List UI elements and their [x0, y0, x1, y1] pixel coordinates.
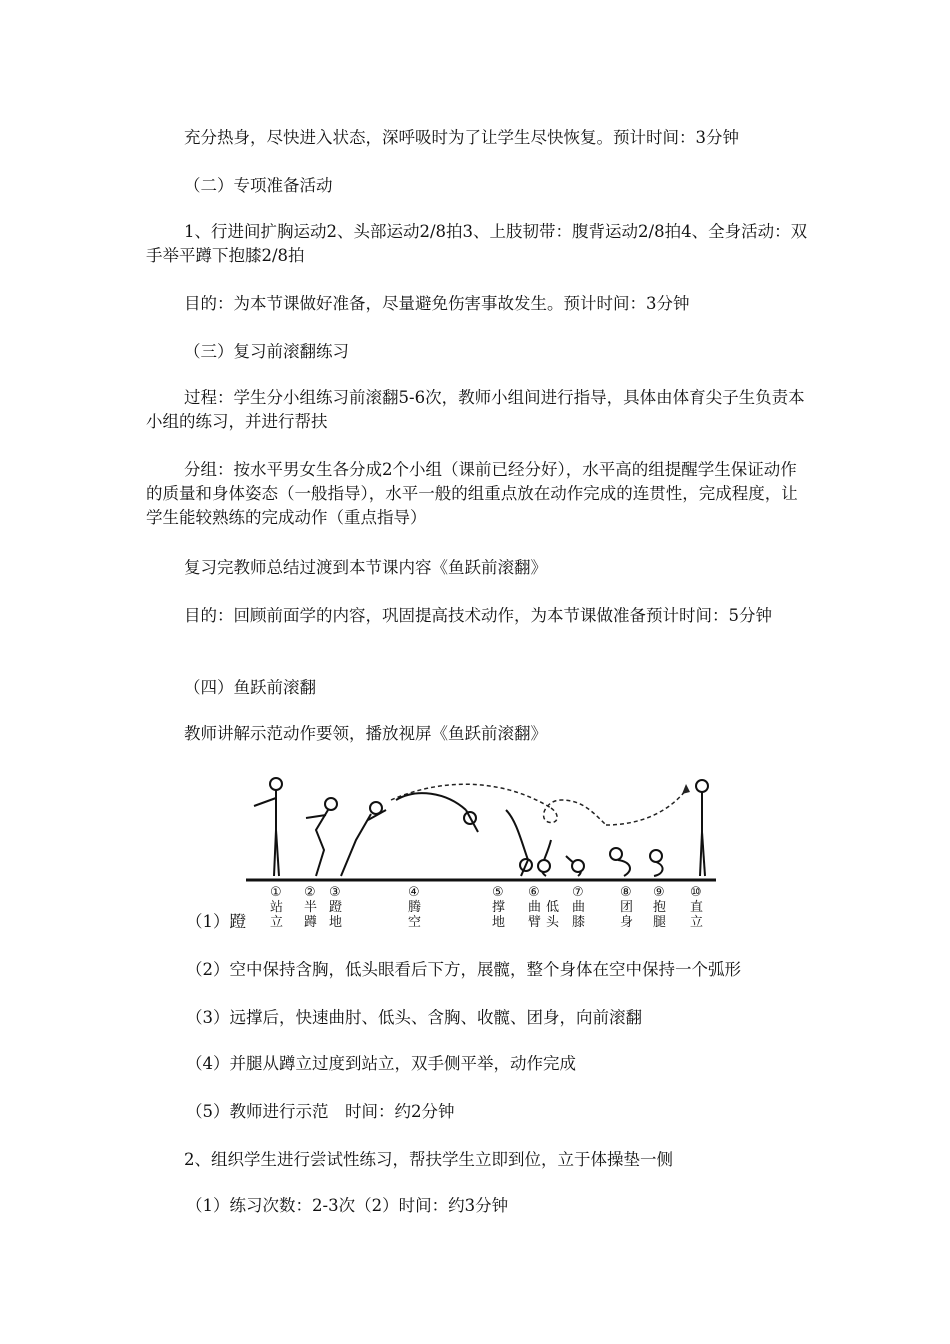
step-label-8b: 身: [620, 915, 634, 930]
step-num-2: ②: [304, 885, 316, 900]
step-label-7b: 膝: [572, 915, 586, 930]
figure-half-squat: [306, 798, 337, 876]
heading-dive-roll: （四）鱼跃前滚翻: [184, 678, 316, 697]
step-label-9b: 腿: [653, 915, 667, 930]
step-num-4: ④: [408, 885, 420, 900]
trajectory-arrow: [682, 784, 690, 794]
trajectory-arc: [391, 784, 551, 808]
paragraph-prep-activities: 1、行进间扩胸运动2、头部运动2/8拍3、上肢韧带：腹背运动2/8拍4、全身活动：双手举平蹲下抱膝2/8拍: [146, 222, 808, 265]
point-4: （4）并腿从蹲立过度到站立，双手侧平举，动作完成: [186, 1054, 576, 1073]
step-label-10a: 直: [690, 900, 704, 915]
step-label-6b: 臂: [528, 915, 542, 930]
figure-group: [610, 848, 663, 876]
figure-standing: [254, 778, 282, 876]
step-labels: [270, 885, 703, 930]
step-label-1b: 立: [270, 915, 284, 930]
step-label-2a: 半: [304, 900, 318, 915]
point-3: （3）远撑后，快速曲肘、低头、含胸、收髋、团身，向前滚翻: [186, 1008, 642, 1027]
point-5: （5）教师进行示范 时间：约2分钟: [186, 1102, 455, 1121]
step-label-6c: 低: [546, 900, 560, 915]
step-label-4b: 空: [408, 915, 422, 930]
paragraph-warmup-purpose: 充分热身，尽快进入状态，深呼吸时为了让学生尽快恢复。预计时间：3分钟: [184, 128, 739, 147]
trajectory-rise: [606, 790, 686, 825]
figure-tuck-roll: [538, 840, 584, 876]
figure-push-off: [341, 802, 386, 876]
paragraph-review-purpose: 目的：回顾前面学的内容，巩固提高技术动作，为本节课做准备预计时间：5分钟: [184, 606, 772, 625]
step-num-1: ①: [270, 885, 282, 900]
trajectory-loop: [544, 800, 606, 825]
step-num-10: ⑩: [690, 885, 702, 900]
heading-review-roll: （三）复习前滚翻练习: [184, 342, 349, 361]
heading-special-prep: （二）专项准备活动: [184, 176, 333, 195]
paragraph-prep-purpose: 目的：为本节课做好准备，尽量避免伤害事故发生。预计时间：3分钟: [184, 294, 690, 313]
step-num-8: ⑧: [620, 885, 632, 900]
step-num-7: ⑦: [572, 885, 584, 900]
paragraph-process: 过程：学生分小组练习前滚翻5-6次，教师小组间进行指导，具体由体育尖子生负责本小组的练习，并进行帮扶: [146, 388, 805, 431]
step-num-5: ⑤: [492, 885, 504, 900]
figure-upright: [696, 780, 708, 876]
dive-roll-figure: [246, 770, 716, 930]
paragraph-transition: 复习完教师总结过渡到本节课内容《鱼跃前滚翻》: [184, 558, 547, 577]
step-label-1a: 站: [270, 900, 284, 915]
step-num-3: ③: [329, 885, 341, 900]
figure-flight: [396, 793, 478, 832]
step-label-10b: 立: [690, 915, 704, 930]
step-label-7a: 曲: [572, 900, 586, 915]
step-label-3b: 地: [329, 915, 343, 930]
step-label-3a: 蹬: [329, 900, 343, 915]
step-label-6d: 头: [546, 915, 560, 930]
paragraph-trial-practice: 2、组织学生进行尝试性练习，帮扶学生立即到位，立于体操垫一侧: [184, 1150, 673, 1169]
dive-roll-diagram: [246, 770, 716, 930]
step-label-4a: 腾: [408, 900, 422, 915]
paragraph-teacher-demo: 教师讲解示范动作要领，播放视屏《鱼跃前滚翻》: [184, 724, 547, 743]
figure-hands-down: [506, 810, 532, 876]
step-label-8a: 团: [620, 900, 634, 915]
step-label-5b: 地: [492, 915, 506, 930]
step-label-6a: 曲: [528, 900, 542, 915]
step-num-6: ⑥: [528, 885, 540, 900]
step-num-9: ⑨: [653, 885, 665, 900]
paragraph-grouping: 分组：按水平男女生各分成2个小组（课前已经分好），水平高的组提醒学生保证动作的质量和身体姿态（一般指导），水平一般的组重点放在动作完成的连贯性，完成程度，让学生能较熟练的完成动作（重点指导）: [146, 460, 798, 527]
point-2: （2）空中保持含胸，低头眼看后下方，展髋，整个身体在空中保持一个弧形: [186, 960, 741, 979]
step-label-9a: 抱: [653, 900, 667, 915]
practice-details: （1）练习次数：2-3次（2）时间：约3分钟: [186, 1196, 509, 1215]
step-label-2b: 蹲: [304, 915, 318, 930]
step-label-5a: 撑: [492, 900, 506, 915]
step-1-partial: （1）蹬: [186, 912, 246, 931]
